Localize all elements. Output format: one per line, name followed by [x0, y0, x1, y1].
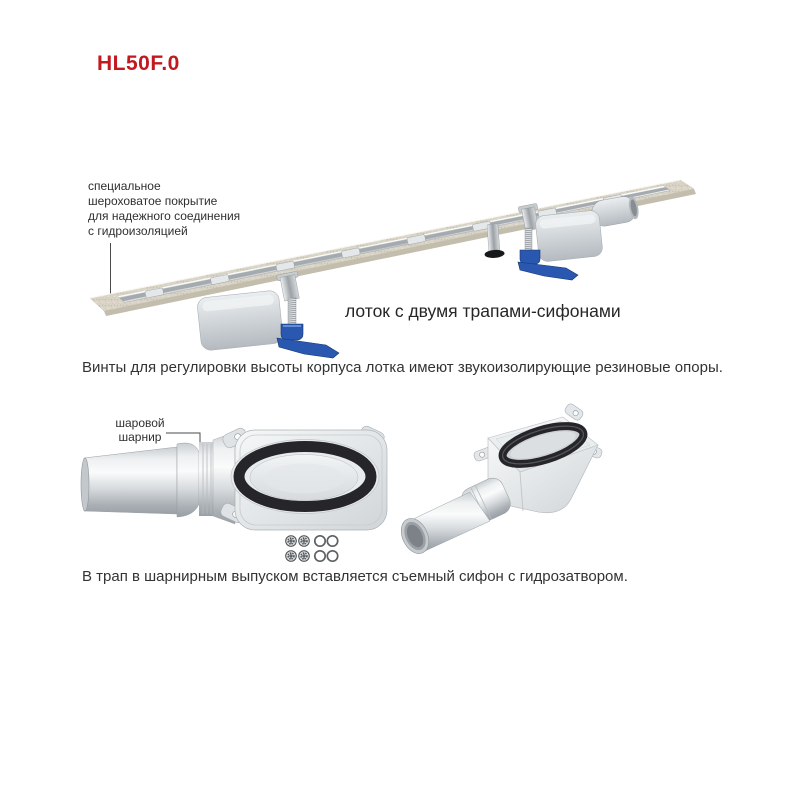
ball-joint-annotation-line: шарнир [118, 430, 162, 444]
channel-caption: лоток с двумя трапами-сифонами [345, 301, 621, 321]
ball-joint-annotation [111, 416, 169, 444]
adjustment-screw [288, 298, 296, 328]
coating-annotation-line: с гидроизоляцией [88, 224, 188, 238]
rubber-foot [277, 324, 339, 358]
gasket-ring [231, 440, 379, 514]
trap-housing [535, 210, 603, 262]
channel-illustration [80, 112, 720, 360]
ball-joint-pipe [81, 432, 235, 524]
coating-annotation-line: для надежного соединения [88, 209, 241, 223]
fastener-set [286, 536, 338, 562]
outlet-pipe [396, 492, 490, 558]
screw-icon [286, 536, 310, 562]
siphon-insert-text: В трап в шарнирным выпуском вставляется съемный сифон с гидрозатвором. [82, 568, 628, 585]
height-adjustment-text: Винты для регулировки высоты корпуса лотка имеют звукоизолирующие резиновые опоры. [82, 359, 723, 376]
trap-3d-illustration [390, 400, 650, 570]
trap-housing [197, 290, 284, 351]
ring-icon [315, 536, 338, 561]
ball-joint-annotation-line: шаровой [115, 416, 165, 430]
coating-annotation-line: шероховатое покрытие [88, 194, 218, 208]
product-code-title: HL50F.0 [97, 52, 180, 75]
coating-annotation-line: специальное [88, 179, 161, 193]
